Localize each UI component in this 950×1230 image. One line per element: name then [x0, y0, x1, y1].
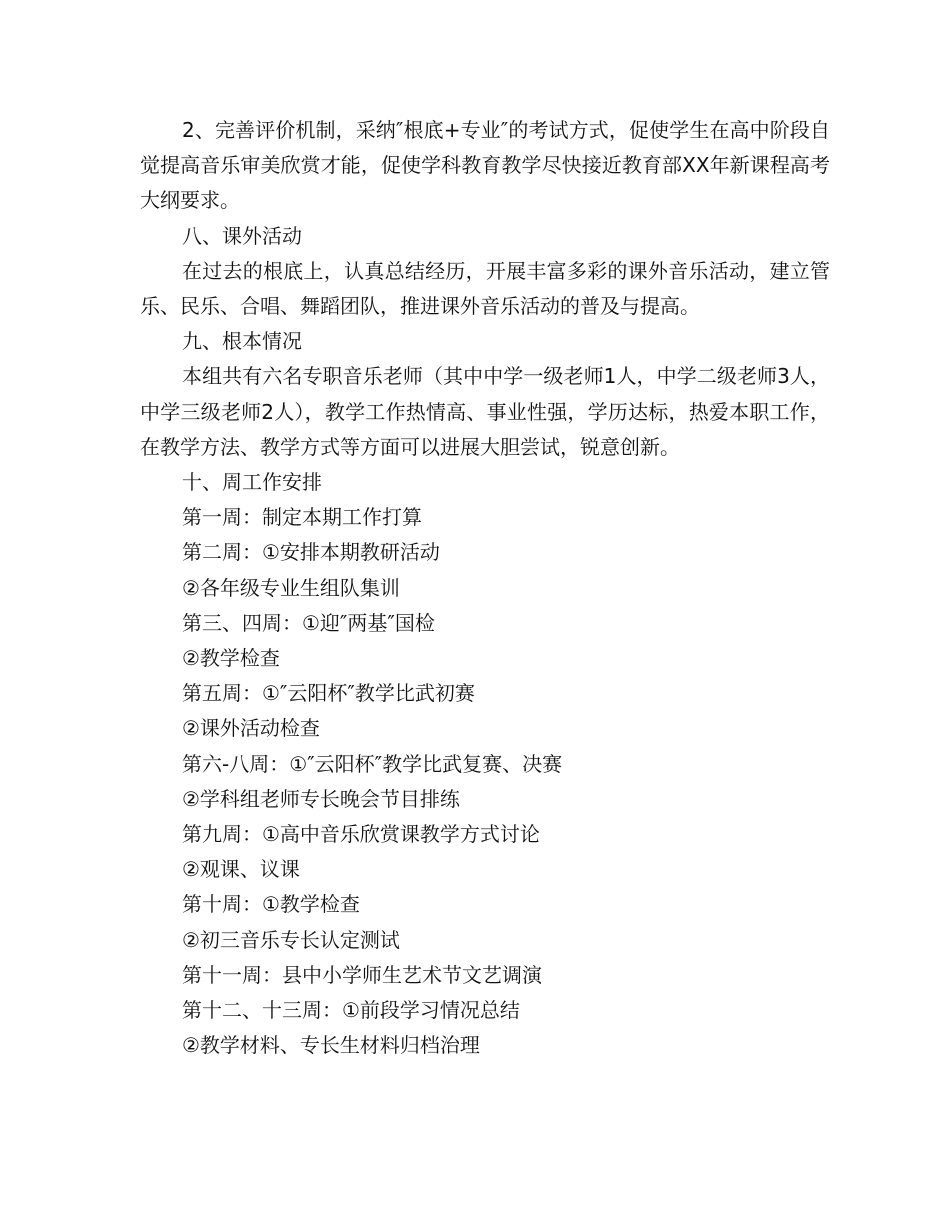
schedule-line: ②课外活动检查	[182, 716, 320, 741]
schedule-line: ②教学材料、专长生材料归档治理	[182, 1033, 480, 1058]
document-body	[140, 113, 830, 1063]
schedule-line: 第五周：①″云阳杯″教学比武初赛	[182, 681, 475, 706]
schedule-line: ②各年级专业生组队集训	[182, 575, 400, 600]
schedule-line: ②学科组老师专长晚会节目排练	[182, 786, 460, 811]
schedule-line: ②教学检查	[182, 646, 280, 671]
heading-basic-situation: 九、根本情况	[182, 329, 302, 354]
schedule-line: ②观课、议课	[182, 857, 300, 882]
heading-weekly-schedule: 十、周工作安排	[182, 470, 322, 495]
paragraph-basic-situation: 本组共有六名专职音乐老师（其中中学一级老师1人，中学二级老师3人，中学三级老师2人），教学工作热情高、事业性强，学历达标，热爱本职工作，在教学方法、教学方式等方面可以进展大胆尝试，锐意创新。	[140, 364, 830, 459]
schedule-line: 第二周：①安排本期教研活动	[182, 540, 440, 565]
schedule-line: 第十一周：县中小学师生艺术节文艺调演	[182, 962, 542, 987]
paragraph-extracurricular-activities: 在过去的根底上，认真总结经历，开展丰富多彩的课外音乐活动，建立管乐、民乐、合唱、舞蹈团队，推进课外音乐活动的普及与提高。	[140, 258, 830, 319]
schedule-line: 第十二、十三周：①前段学习情况总结	[182, 998, 520, 1023]
paragraph-evaluation-mechanism: 2、完善评价机制，采纳″根底+专业″的考试方式，促使学生在高中阶段自觉提高音乐审美欣赏才能，促使学科教育教学尽快接近教育部XX年新课程高考大纲要求。	[140, 118, 830, 213]
schedule-line: 第一周：制定本期工作打算	[182, 505, 422, 530]
schedule-line: 第九周：①高中音乐欣赏课教学方式讨论	[182, 822, 540, 847]
schedule-line: ②初三音乐专长认定测试	[182, 927, 400, 952]
schedule-line: 第三、四周：①迎″两基″国检	[182, 610, 435, 635]
schedule-line: 第六-八周：①″云阳杯″教学比武复赛、决赛	[182, 751, 563, 776]
heading-extracurricular-activities: 八、课外活动	[182, 223, 302, 248]
schedule-line: 第十周：①教学检查	[182, 892, 360, 917]
